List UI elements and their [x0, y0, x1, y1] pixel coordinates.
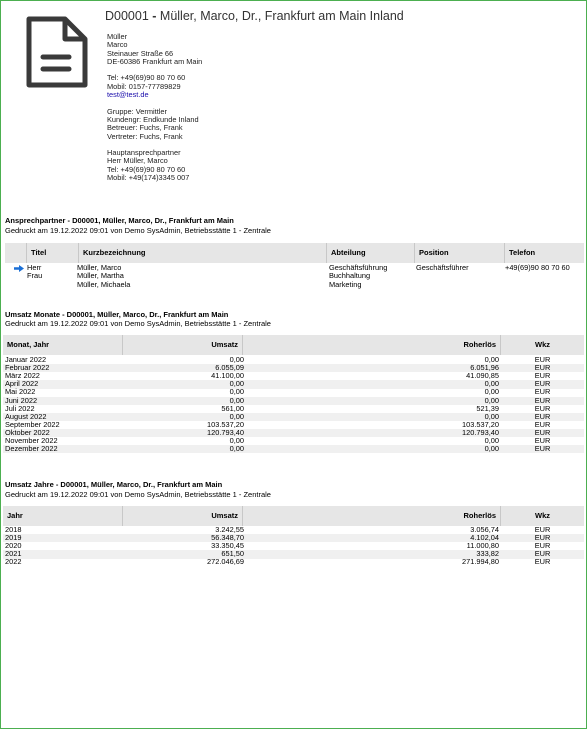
yearly-print-info: Gedruckt am 19.12.2022 09:01 von Demo SysAdmin, Betriebsstätte 1 - Zentrale [5, 490, 271, 499]
table-row[interactable] [3, 445, 584, 453]
cell-umsatz: 561,00 [221, 403, 244, 413]
cell-wkz: EUR [534, 549, 551, 559]
cell-roherloes: 103.537,20 [462, 419, 499, 429]
cell-umsatz: 651,50 [221, 549, 244, 559]
cell-label: 2021 [5, 549, 22, 559]
cell-label: Januar 2022 [5, 355, 47, 364]
arrow-right-icon [14, 265, 24, 272]
cell-roherloes: 120.793,40 [462, 427, 499, 437]
address-line: DE-60386 Frankfurt am Main [107, 56, 203, 66]
cell-roherloes: 521,39 [476, 403, 499, 413]
cell-label: April 2022 [5, 379, 39, 389]
cell-umsatz: 272.046,69 [207, 557, 244, 567]
address-line: Betreuer: Fuchs, Frank [107, 123, 183, 133]
cell-umsatz: 0,00 [229, 436, 244, 445]
table-row[interactable] [3, 558, 584, 566]
cell-umsatz: 0,00 [229, 411, 244, 421]
monthly-table-header [3, 335, 584, 355]
table-row[interactable] [5, 281, 584, 289]
cell-roherloes: 0,00 [484, 355, 499, 364]
address-line: Mobil: 0157-77789829 [107, 81, 181, 91]
address-line: Marco [107, 40, 128, 50]
cell-umsatz: 0,00 [229, 355, 244, 364]
address-line: Kundengr: Endkunde Inland [107, 114, 199, 124]
cell-umsatz: 0,00 [229, 387, 244, 397]
col-position[interactable]: Position [415, 243, 505, 263]
cell-roherloes: 271.994,80 [462, 557, 499, 567]
address-line: Herr Müller, Marco [107, 156, 168, 166]
cell-label: Juli 2022 [5, 403, 35, 413]
cell-wkz: EUR [534, 395, 551, 405]
cell-label: 2018 [5, 525, 22, 534]
page-title: D00001 - Müller, Marco, Dr., Frankfurt am Main Inland [105, 9, 404, 23]
col-monat-jahr[interactable]: Monat, Jahr [3, 335, 123, 355]
col-umsatz[interactable]: Umsatz [123, 506, 243, 526]
cell-position: Geschäftsführer [416, 263, 469, 272]
cell-wkz: EUR [534, 363, 551, 373]
cell-roherloes: 0,00 [484, 387, 499, 397]
cell-roherloes: 11.000,80 [466, 541, 499, 551]
document-icon [23, 13, 91, 91]
col-jahr[interactable]: Jahr [3, 506, 123, 526]
cell-label: Dezember 2022 [5, 444, 58, 454]
cell-roherloes: 0,00 [484, 436, 499, 445]
cell-wkz: EUR [534, 436, 551, 445]
yearly-section-title: Umsatz Jahre - D00001, Müller, Marco, Dr., Frankfurt am Main [5, 480, 223, 489]
yearly-table-header [3, 506, 584, 526]
col-roherloes[interactable]: Roherlös [243, 506, 501, 526]
cell-name: Müller, Martha [77, 271, 124, 281]
monthly-print-info: Gedruckt am 19.12.2022 09:01 von Demo SysAdmin, Betriebsstätte 1 - Zentrale [5, 319, 271, 328]
address-line: Tel: +49(69)90 80 70 60 [107, 164, 186, 174]
cell-label: September 2022 [5, 419, 60, 429]
cell-umsatz: 0,00 [229, 444, 244, 454]
col-wkz[interactable]: Wkz [535, 511, 550, 520]
address-line: Vertreter: Fuchs, Frank [107, 131, 183, 141]
monthly-section-title: Umsatz Monate - D00001, Müller, Marco, Dr., Frankfurt am Main [5, 310, 229, 319]
cell-wkz: EUR [534, 403, 551, 413]
cell-telefon: +49(69)90 80 70 60 [505, 263, 570, 272]
cell-roherloes: 0,00 [484, 379, 499, 389]
cell-roherloes: 333,82 [476, 549, 499, 559]
col-kurzbezeichnung[interactable]: Kurzbezeichnung [79, 243, 327, 263]
cell-wkz: EUR [534, 427, 551, 437]
cell-label: 2020 [5, 541, 22, 551]
cell-label: November 2022 [5, 436, 58, 445]
cell-wkz: EUR [534, 444, 551, 454]
cell-name: Müller, Michaela [77, 279, 131, 289]
cell-umsatz: 3.242,55 [215, 525, 244, 534]
cell-wkz: EUR [534, 411, 551, 421]
cell-wkz: EUR [534, 533, 551, 543]
cell-abteilung: Geschäftsführung [329, 263, 388, 272]
cell-name: Müller, Marco [77, 263, 122, 272]
cell-umsatz: 0,00 [229, 379, 244, 389]
contacts-section-title: Ansprechpartner - D00001, Müller, Marco, Dr., Frankfurt am Main [5, 216, 234, 225]
cell-abteilung: Marketing [329, 279, 362, 289]
cell-titel: Herr [27, 263, 42, 272]
col-umsatz[interactable]: Umsatz [123, 335, 243, 355]
cell-umsatz: 6.055,09 [215, 363, 244, 373]
col-roherloes[interactable]: Roherlös [243, 335, 501, 355]
col-abteilung[interactable]: Abteilung [327, 243, 415, 263]
col-wkz[interactable]: Wkz [535, 340, 550, 349]
customer-name: Müller, Marco, Dr., Frankfurt am Main Inland [159, 9, 404, 23]
cell-roherloes: 41.090,85 [466, 371, 499, 381]
col-telefon[interactable]: Telefon [509, 248, 536, 257]
cell-umsatz: 120.793,40 [207, 427, 244, 437]
cell-umsatz: 56.348,70 [211, 533, 244, 543]
cell-label: Mai 2022 [5, 387, 36, 397]
cell-titel: Frau [27, 271, 43, 281]
customer-address-block [107, 33, 202, 182]
customer-id: D00001 [105, 9, 149, 23]
email-link[interactable]: test@test.de [107, 90, 149, 100]
cell-umsatz: 33.350,45 [211, 541, 244, 551]
address-line: Tel: +49(69)90 80 70 60 [107, 73, 186, 83]
cell-roherloes: 4.102,04 [470, 533, 499, 543]
cell-wkz: EUR [534, 379, 551, 389]
address-line: Steinauer Straße 66 [107, 48, 174, 58]
cell-wkz: EUR [534, 557, 551, 567]
cell-wkz: EUR [534, 525, 551, 534]
cell-wkz: EUR [534, 541, 551, 551]
cell-label: Oktober 2022 [5, 427, 50, 437]
cell-roherloes: 3.056,74 [470, 525, 499, 534]
address-line: Mobil: +49(174)3345 007 [107, 173, 190, 183]
cell-roherloes: 0,00 [484, 444, 499, 454]
cell-wkz: EUR [534, 419, 551, 429]
cell-label: März 2022 [5, 371, 40, 381]
cell-wkz: EUR [534, 371, 551, 381]
cell-roherloes: 6.051,96 [470, 363, 499, 373]
contacts-print-info: Gedruckt am 19.12.2022 09:01 von Demo SysAdmin, Betriebsstätte 1 - Zentrale [5, 226, 271, 235]
address-line: Müller [107, 32, 128, 41]
cell-umsatz: 103.537,20 [207, 419, 244, 429]
cell-label: Juni 2022 [5, 395, 38, 405]
cell-label: 2019 [5, 533, 22, 543]
cell-label: Februar 2022 [5, 363, 50, 373]
cell-label: August 2022 [5, 411, 47, 421]
cell-wkz: EUR [534, 387, 551, 397]
col-titel[interactable]: Titel [27, 243, 79, 263]
cell-wkz: EUR [534, 355, 551, 364]
cell-roherloes: 0,00 [484, 395, 499, 405]
address-line: Gruppe: Vermittler [107, 106, 167, 116]
cell-umsatz: 41.100,00 [211, 371, 244, 381]
cell-roherloes: 0,00 [484, 411, 499, 421]
address-line: Hauptansprechpartner [107, 148, 181, 158]
cell-label: 2022 [5, 557, 22, 567]
contacts-table-header [5, 243, 584, 263]
cell-umsatz: 0,00 [229, 395, 244, 405]
cell-abteilung: Buchhaltung [329, 271, 371, 281]
